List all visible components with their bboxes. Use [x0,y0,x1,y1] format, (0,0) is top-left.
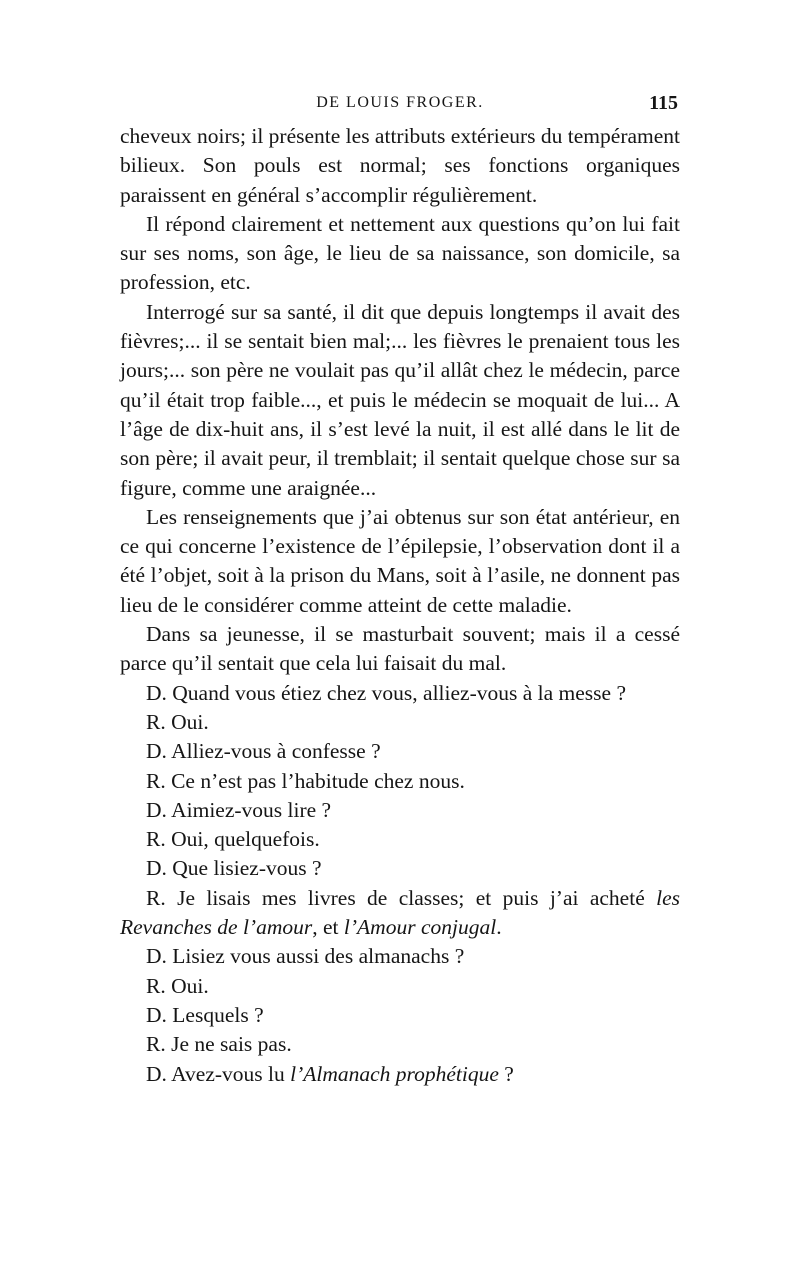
paragraph: Il répond clairement et nettement aux questions qu’on lui fait sur ses noms, son âge, le lieu de sa naissance, son domicile, sa profession, etc. [120,211,680,295]
dialogue-line: D. Quand vous étiez chez vous, alliez-vous à la messe ? [146,680,627,705]
dialogue-line: D. Lesquels ? [146,1002,264,1027]
dialogue-line: D. Alliez-vous à confesse ? [146,739,381,764]
running-title: DE LOUIS FROGER. [316,94,484,111]
book-title: les Revanches de l’amour [120,885,680,940]
dialogue-line: R. Oui. [146,973,209,998]
paragraph-continued: cheveux noirs; il présente les attributs extérieurs du tempérament bilieux. Son pouls est normal; ses fonctions organiques paraissent en général s’accomplir régulièrement. [120,124,681,207]
dialogue-line: R. Je ne sais pas. [146,1032,292,1057]
question-text: D. Avez-vous lu [146,1061,291,1086]
almanac-title: l’Almanach prophétique [290,1061,499,1086]
dialogue-answer-reading [120,884,680,943]
end-punctuation: ? [498,1061,514,1086]
book-title: l’Amour conjugal [343,915,497,940]
paragraph: Les renseignements que j’ai obtenus sur son état antérieur, en ce qui concerne l’existence de l’épilepsie, l’observation dont il a été l’objet, soit à la prison du Mans, soit à l’asile, ne donnent pas lieu de le considérer comme atteint de cette maladie. [120,504,680,617]
dialogue-line: R. Ce n’est pas l’habitude chez nous. [146,768,465,793]
joiner-text: , et [312,915,344,940]
dialogue-line: D. Que lisiez-vous ? [146,856,322,881]
page-header [120,92,680,118]
paragraph: Dans sa jeunesse, il se masturbait souvent; mais il a cessé parce qu’il sentait que cela lui faisait du mal. [120,622,680,676]
answer-text: R. Je lisais mes livres de classes; et puis j’ai acheté [146,885,657,910]
dialogue-line: R. Oui. [146,709,209,734]
dialogue-line: R. Oui, quelquefois. [146,827,320,852]
paragraph: Interrogé sur sa santé, il dit que depuis longtemps il avait des fièvres;... il se sentait bien mal;... les fièvres le prenaient tous les jours;... son père ne voulait pas qu’il allât chez le médecin, parce qu’il était trop faible..., et puis le médecin se moquait de lui... A l’âge de dix-huit ans, il s’est levé la nuit, il est allé dans le lit de son père; il avait peur, il tremblait; il sentait quelque chose sur sa figure, comme une araignée... [120,299,680,500]
dialogue-line: D. Aimiez-vous lire ? [146,797,332,822]
end-punctuation: . [496,915,502,940]
page-number: 115 [649,92,678,114]
dialogue-line-last [120,1060,680,1089]
dialogue-line: D. Lisiez vous aussi des almanachs ? [146,944,465,969]
page-body [120,122,680,1089]
